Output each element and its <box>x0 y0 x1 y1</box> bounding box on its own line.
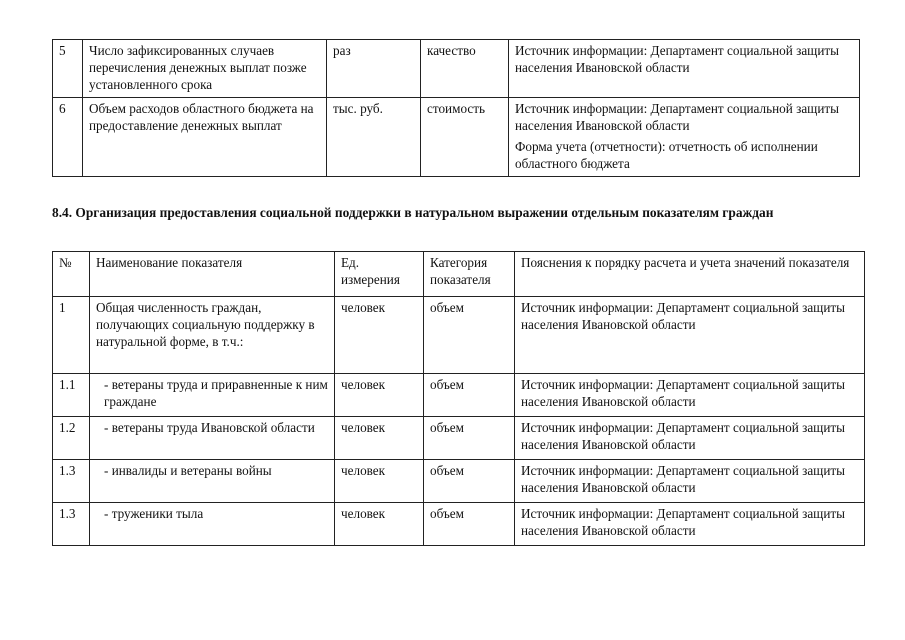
indicators-table <box>52 251 865 546</box>
unit-of-measure: тыс. руб. <box>327 98 421 177</box>
indicator-name: Объем расходов областного бюджета на предоставление денежных выплат <box>83 98 327 177</box>
indicator-name: Общая численность граждан, получающих социальную поддержку в натуральной форме, в т.ч.: <box>90 297 335 374</box>
header-unit: Ед. измерения <box>335 252 424 297</box>
header-note: Пояснения к порядку расчета и учета значений показателя <box>515 252 865 297</box>
indicator-category: качество <box>421 40 509 98</box>
row-number: 1.2 <box>53 417 90 460</box>
row-number: 1.3 <box>53 460 90 503</box>
table-header-row <box>53 252 865 297</box>
indicator-category: объем <box>424 417 515 460</box>
indicator-note: Источник информации: Департамент социальной защиты населения Ивановской области <box>515 417 865 460</box>
unit-of-measure: человек <box>335 460 424 503</box>
header-number: № <box>53 252 90 297</box>
indicator-name: - труженики тыла <box>90 503 335 546</box>
indicator-note <box>509 40 860 98</box>
indicator-note <box>509 98 860 177</box>
table-row <box>53 98 860 177</box>
unit-of-measure: человек <box>335 503 424 546</box>
row-number: 6 <box>53 98 83 177</box>
table-row <box>53 40 860 98</box>
unit-of-measure: человек <box>335 297 424 374</box>
indicator-category: объем <box>424 503 515 546</box>
indicator-category: объем <box>424 297 515 374</box>
table-row <box>53 374 865 417</box>
indicator-category: стоимость <box>421 98 509 177</box>
indicator-name: - ветераны труда и приравненные к ним граждане <box>90 374 335 417</box>
header-name: Наименование показателя <box>90 252 335 297</box>
indicator-name: - ветераны труда Ивановской области <box>90 417 335 460</box>
indicator-name: - инвалиды и ветераны войны <box>90 460 335 503</box>
row-number: 1.1 <box>53 374 90 417</box>
indicator-note: Источник информации: Департамент социальной защиты населения Ивановской области <box>515 460 865 503</box>
row-number: 1.3 <box>53 503 90 546</box>
indicators-table-continued <box>52 39 860 177</box>
note-reporting-form: Форма учета (отчетности): отчетность об исполнении областного бюджета <box>515 139 818 171</box>
row-number: 1 <box>53 297 90 374</box>
unit-of-measure: раз <box>327 40 421 98</box>
table-row <box>53 297 865 374</box>
header-category: Категория показателя <box>424 252 515 297</box>
note-source: Источник информации: Департамент социальной защиты населения Ивановской области <box>515 43 840 75</box>
indicator-note: Источник информации: Департамент социальной защиты населения Ивановской области <box>515 374 865 417</box>
indicator-note: Источник информации: Департамент социальной защиты населения Ивановской области <box>515 297 865 374</box>
note-source: Источник информации: Департамент социальной защиты населения Ивановской области <box>515 101 840 133</box>
table-row <box>53 460 865 503</box>
row-number: 5 <box>53 40 83 98</box>
table-row <box>53 503 865 546</box>
unit-of-measure: человек <box>335 374 424 417</box>
table-row <box>53 417 865 460</box>
indicator-name: Число зафиксированных случаев перечисления денежных выплат позже установленного срока <box>83 40 327 98</box>
indicator-category: объем <box>424 460 515 503</box>
unit-of-measure: человек <box>335 417 424 460</box>
section-heading: 8.4. Организация предоставления социальной поддержки в натуральном выражении отдельным показателям граждан <box>52 205 774 220</box>
indicator-category: объем <box>424 374 515 417</box>
indicator-note: Источник информации: Департамент социальной защиты населения Ивановской области <box>515 503 865 546</box>
